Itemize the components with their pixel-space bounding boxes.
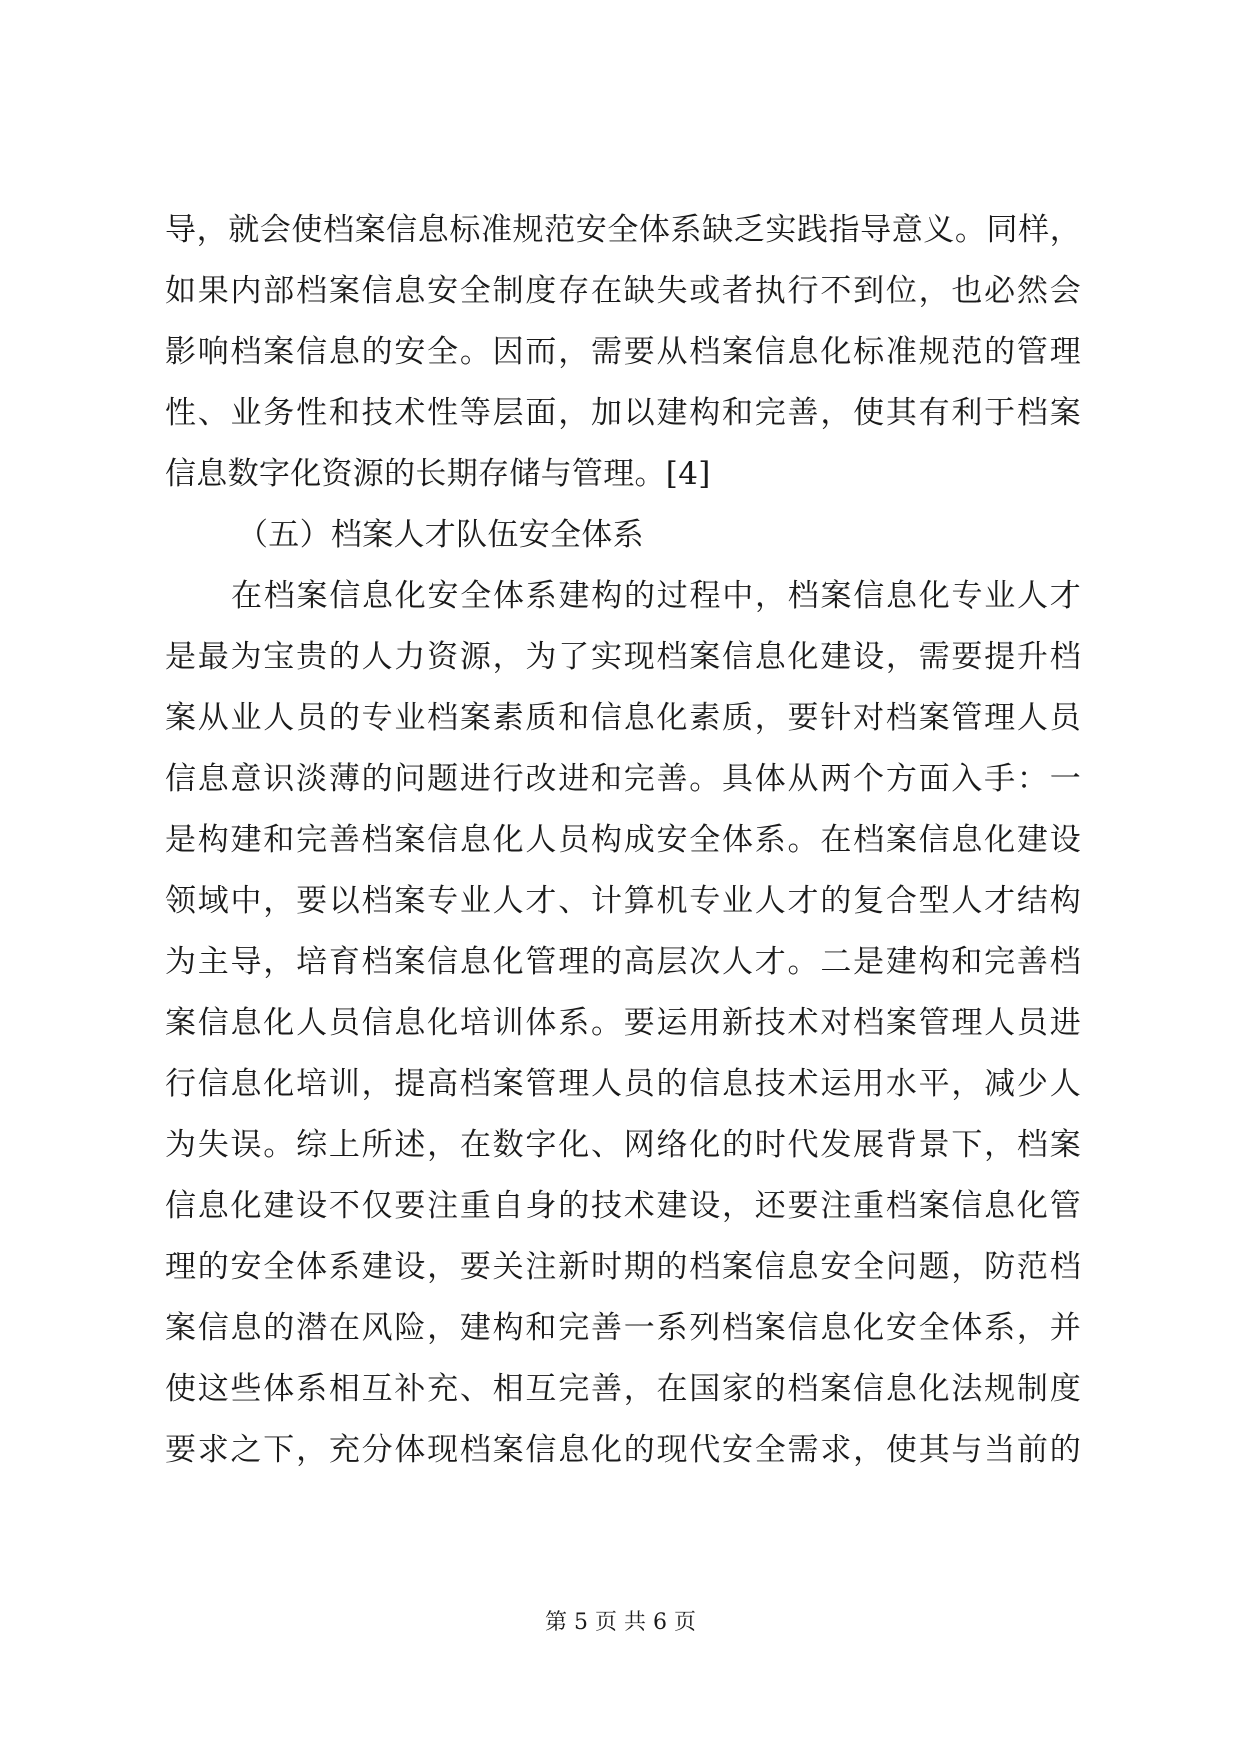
text-line: 导，就会使档案信息标准规范安全体系缺乏实践指导意义。同样， <box>165 212 1081 248</box>
text-line: 在档案信息化安全体系建构的过程中，档案信息化专业人才 <box>231 578 1081 614</box>
page-number: 第 5 页 共 6 页 <box>545 1610 696 1635</box>
text-line: 信息意识淡薄的问题进行改进和完善。具体从两个方面入手：一 <box>165 761 1081 797</box>
text-line: 理的安全体系建设，要关注新时期的档案信息安全问题，防范档 <box>165 1249 1081 1285</box>
text-line: 如果内部档案信息安全制度存在缺失或者执行不到位，也必然会 <box>165 273 1081 309</box>
body-text <box>165 200 1081 1481</box>
text-line: 信息数字化资源的长期存储与管理。[4] <box>165 456 711 492</box>
text-line: 为主导，培育档案信息化管理的高层次人才。二是建构和完善档 <box>165 944 1081 980</box>
text-line: 使这些体系相互补充、相互完善，在国家的档案信息化法规制度 <box>165 1371 1081 1407</box>
section-heading: （五）档案人才队伍安全体系 <box>237 517 644 553</box>
page-footer <box>0 1608 1241 1638</box>
text-line: 性、业务性和技术性等层面，加以建构和完善，使其有利于档案 <box>165 395 1081 431</box>
text-line: 案信息化人员信息化培训体系。要运用新技术对档案管理人员进 <box>165 1005 1081 1041</box>
text-line: 是构建和完善档案信息化人员构成安全体系。在档案信息化建设 <box>165 822 1081 858</box>
text-line: 为失误。综上所述，在数字化、网络化的时代发展背景下，档案 <box>165 1127 1081 1163</box>
text-line: 要求之下，充分体现档案信息化的现代安全需求，使其与当前的 <box>165 1432 1081 1468</box>
text-line: 信息化建设不仅要注重自身的技术建设，还要注重档案信息化管 <box>165 1188 1081 1224</box>
text-line: 案从业人员的专业档案素质和信息化素质，要针对档案管理人员 <box>165 700 1081 736</box>
text-line: 是最为宝贵的人力资源，为了实现档案信息化建设，需要提升档 <box>165 639 1081 675</box>
text-line: 领域中，要以档案专业人才、计算机专业人才的复合型人才结构 <box>165 883 1081 919</box>
text-line: 案信息的潜在风险，建构和完善一系列档案信息化安全体系，并 <box>165 1310 1081 1346</box>
text-line: 行信息化培训，提高档案管理人员的信息技术运用水平，减少人 <box>165 1066 1081 1102</box>
text-line: 影响档案信息的安全。因而，需要从档案信息化标准规范的管理 <box>165 334 1081 370</box>
